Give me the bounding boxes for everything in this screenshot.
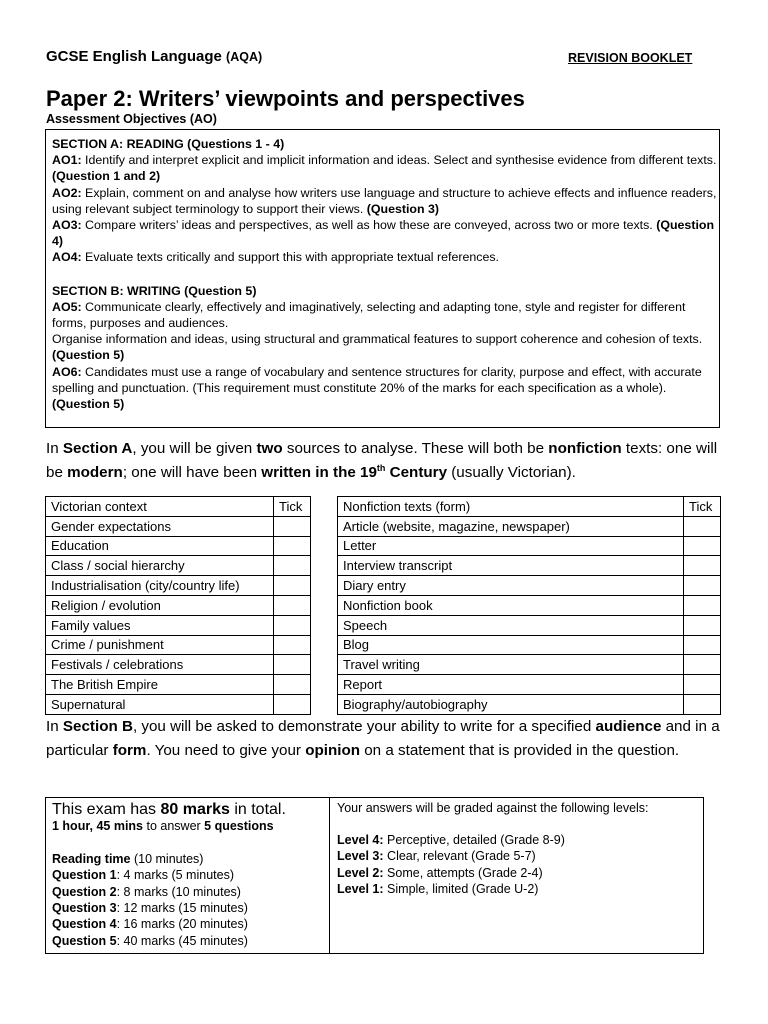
tick-box[interactable] bbox=[684, 655, 721, 675]
table-row: Crime / punishment bbox=[46, 635, 311, 655]
table-row: Family values bbox=[46, 615, 311, 635]
table-row: Speech bbox=[338, 615, 721, 635]
exam-total-marks: This exam has 80 marks in total. bbox=[52, 801, 286, 818]
tick-box[interactable] bbox=[274, 576, 311, 596]
tick-box[interactable] bbox=[684, 675, 721, 695]
tick-box[interactable] bbox=[274, 556, 311, 576]
column-header: Victorian context bbox=[46, 497, 274, 517]
tick-box[interactable] bbox=[274, 675, 311, 695]
section-b-intro: In Section B, you will be asked to demonstrate your ability to write for a specified audience and in a particular form. You need to give your opinion on a statement that is provided in the question. bbox=[46, 718, 720, 759]
assessment-objectives-box bbox=[45, 129, 720, 428]
tick-box[interactable] bbox=[684, 615, 721, 635]
course-title: GCSE English Language (AQA) bbox=[46, 48, 263, 65]
tick-box[interactable] bbox=[684, 635, 721, 655]
section-a-intro: In Section A, you will be given two sources to analyse. These will both be nonfiction texts: one will be modern; one will have been written in the 19th Century (usually Victorian). bbox=[46, 440, 718, 481]
reading-time: Reading time (10 minutes) bbox=[52, 851, 204, 866]
table-row: Religion / evolution bbox=[46, 595, 311, 615]
question-3-marks: Question 3: 12 marks (15 minutes) bbox=[52, 901, 248, 916]
exam-duration: 1 hour, 45 mins to answer 5 questions bbox=[52, 819, 274, 834]
exam-board: (AQA) bbox=[226, 50, 263, 64]
table-row: The British Empire bbox=[46, 675, 311, 695]
tick-box[interactable] bbox=[274, 615, 311, 635]
ao2: AO2: Explain, comment on and analyse how writers use language and structure to achieve effects and influence readers, using relevant subject terminology to support their views. (Question 3) bbox=[52, 185, 717, 216]
table-row: Industrialisation (city/country life) bbox=[46, 576, 311, 596]
tick-box[interactable] bbox=[684, 694, 721, 714]
tick-box[interactable] bbox=[274, 694, 311, 714]
exam-info-box bbox=[45, 797, 704, 954]
exam-summary bbox=[46, 798, 330, 953]
table-row: Report bbox=[338, 675, 721, 695]
table-header-row bbox=[46, 497, 311, 517]
tick-box[interactable] bbox=[684, 536, 721, 556]
ao-heading: Assessment Objectives (AO) bbox=[46, 112, 217, 126]
victorian-context-table bbox=[45, 496, 311, 715]
question-1-marks: Question 1: 4 marks (5 minutes) bbox=[52, 868, 234, 883]
section-a-heading: SECTION A: READING (Questions 1 - 4) bbox=[52, 137, 285, 151]
section-b-heading: SECTION B: WRITING (Question 5) bbox=[52, 283, 257, 298]
tick-box[interactable] bbox=[274, 635, 311, 655]
table-row: Travel writing bbox=[338, 655, 721, 675]
level-1: Level 1: Simple, limited (Grade U-2) bbox=[337, 881, 539, 896]
nonfiction-forms-table bbox=[337, 496, 721, 715]
table-row: Biography/autobiography bbox=[338, 694, 721, 714]
booklet-label: REVISION BOOKLET bbox=[568, 51, 693, 65]
tick-box[interactable] bbox=[684, 516, 721, 536]
ao6: AO6: Candidates must use a range of vocabulary and sentence structures for clarity, purpose and effect, with accurate spelling and punctuation. (This requirement must constitute 20% of the marks for each specification as a whole). (Question 5) bbox=[52, 364, 702, 412]
tick-box[interactable] bbox=[274, 516, 311, 536]
tick-box[interactable] bbox=[684, 556, 721, 576]
tick-box[interactable] bbox=[684, 576, 721, 596]
table-row: Letter bbox=[338, 536, 721, 556]
question-4-marks: Question 4: 16 marks (20 minutes) bbox=[52, 917, 248, 932]
level-2: Level 2: Some, attempts (Grade 2-4) bbox=[337, 865, 543, 880]
table-header-row bbox=[338, 497, 721, 517]
page-title: Paper 2: Writers’ viewpoints and perspectives bbox=[46, 86, 525, 111]
tick-box[interactable] bbox=[274, 655, 311, 675]
table-row: Diary entry bbox=[338, 576, 721, 596]
question-5-marks: Question 5: 40 marks (45 minutes) bbox=[52, 933, 248, 948]
level-3: Level 3: Clear, relevant (Grade 5-7) bbox=[337, 849, 536, 864]
table-row: Blog bbox=[338, 635, 721, 655]
grading-levels bbox=[337, 800, 697, 897]
question-2-marks: Question 2: 8 marks (10 minutes) bbox=[52, 884, 241, 899]
level-4: Level 4: Perceptive, detailed (Grade 8-9) bbox=[337, 833, 565, 848]
ao5: AO5: Communicate clearly, effectively and imaginatively, selecting and adapting tone, style and register for different forms, purposes and audiences. bbox=[52, 299, 686, 331]
table-row: Education bbox=[46, 536, 311, 556]
table-row: Class / social hierarchy bbox=[46, 556, 311, 576]
tick-box[interactable] bbox=[274, 536, 311, 556]
levels-intro: Your answers will be graded against the following levels: bbox=[337, 801, 649, 815]
tick-header: Tick bbox=[274, 497, 311, 517]
ao3: AO3: Compare writers’ ideas and perspectives, as well as how these are conveyed, across two or more texts. (Question 4) bbox=[52, 218, 715, 249]
column-header: Nonfiction texts (form) bbox=[338, 497, 684, 517]
table-row: Nonfiction book bbox=[338, 595, 721, 615]
table-row: Festivals / celebrations bbox=[46, 655, 311, 675]
table-row: Supernatural bbox=[46, 694, 311, 714]
table-row: Gender expectations bbox=[46, 516, 311, 536]
ao5-cont: Organise information and ideas, using structural and grammatical features to support coherence and cohesion of texts. (Question 5) bbox=[52, 332, 703, 363]
tick-box[interactable] bbox=[274, 595, 311, 615]
ao1: AO1: Identify and interpret explicit and implicit information and ideas. Select and synthesise evidence from different texts. (Question 1 and 2) bbox=[52, 153, 717, 184]
tick-header: Tick bbox=[684, 497, 721, 517]
tick-box[interactable] bbox=[684, 595, 721, 615]
ao4: AO4: Evaluate texts critically and support this with appropriate textual references. bbox=[52, 250, 499, 265]
table-row: Interview transcript bbox=[338, 556, 721, 576]
table-row: Article (website, magazine, newspaper) bbox=[338, 516, 721, 536]
